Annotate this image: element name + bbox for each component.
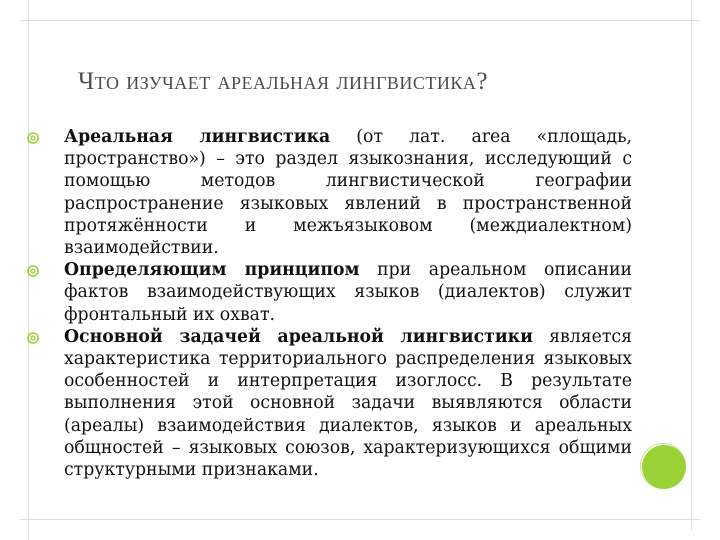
ring-bullet-icon	[26, 131, 40, 145]
list-item-body: при ареальном описании фактов взаимодействующих языков (диалектов) служит фронтальный их охват.	[64, 260, 632, 325]
list-item	[26, 126, 632, 259]
frame-bottom-line	[20, 519, 700, 520]
accent-circle	[642, 445, 686, 489]
ring-bullet-icon	[26, 264, 40, 278]
slide-title: Что изучает ареальная лингвистика?	[78, 68, 489, 95]
frame-top-line	[20, 20, 700, 21]
ring-bullet-icon	[26, 331, 40, 345]
list-item-term: Определяющим принципом	[64, 260, 360, 281]
list-item-text	[64, 126, 632, 259]
list-item-body: (от лат. area «площадь, пространство») – это раздел языкознания, исследующий с помощью методов лингвистической географии распространение языковых явлений в пространственной протяжённости и межъязыковом (междиалектном) взаимодействии.	[64, 127, 632, 259]
list-item-text	[64, 326, 632, 481]
list-item-body: является характеристика территориального распределения языковых особенностей и интерпретация изоглосс. В результате выполнения этой основной задачи выявляются области (ареалы) взаимодействия диалектов, языков и ареальных общностей – языковых союзов, характеризующихся общими структурными признаками.	[64, 326, 632, 481]
list-item	[26, 326, 632, 481]
list-item-term: Ареальная лингвистика	[64, 127, 331, 147]
list-item-term: Основной задачей ареальной лингвистики	[64, 326, 533, 347]
frame-right-line	[691, 0, 692, 530]
bullet-list	[26, 126, 632, 481]
list-item-text	[64, 259, 632, 326]
list-item	[26, 259, 632, 326]
